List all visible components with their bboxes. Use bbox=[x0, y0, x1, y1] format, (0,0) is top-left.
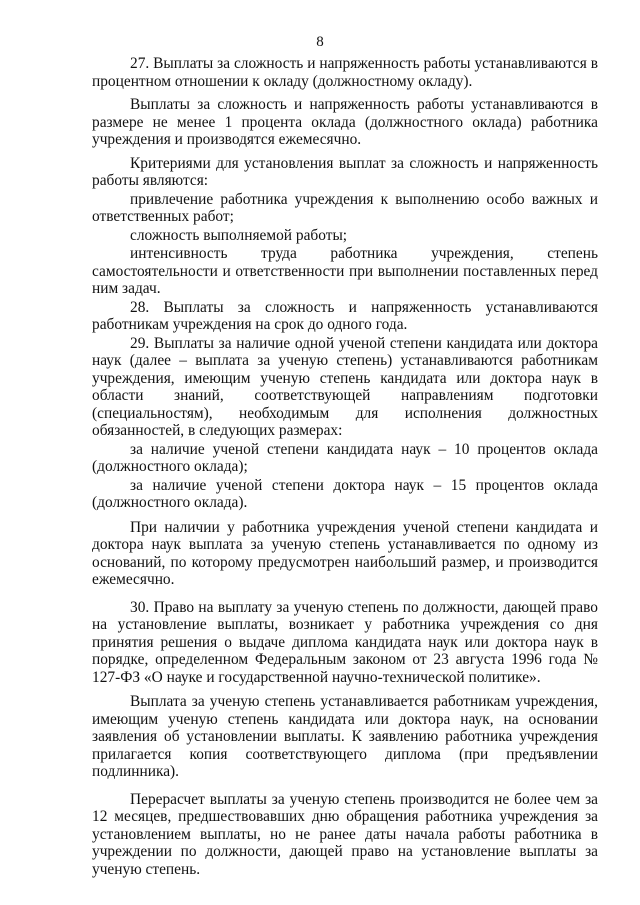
page-number: 8 bbox=[316, 34, 324, 50]
criteria-item: сложность выполняемой работы; bbox=[130, 226, 348, 244]
document-body bbox=[92, 55, 598, 878]
paragraph-30-application: Выплата за ученую степень устанавливается работникам учреждения, имеющим ученую степень кандидата или доктора наук, на основании заявления об установлении выплаты. К заявлению работника учреждения прилагается копия соответствующего диплома (при предъявлении подлинника). bbox=[92, 693, 598, 780]
paragraph-28: 28. Выплаты за сложность и напряженность устанавливаются работникам учреждения на срок до одного года. bbox=[92, 298, 598, 333]
paragraph-30: 30. Право на выплату за ученую степень по должности, дающей право на установление выплаты, возникает у работника учреждения со дня принятия решения о выдаче диплома кандидата наук или доктора наук в порядке, определенном Федеральным законом от 23 августа 1996 года № 127-ФЗ «О науке и государственной научно-технической политике». bbox=[92, 598, 598, 686]
paragraph-27-amount: Выплаты за сложность и напряженность работы устанавливаются в размере не менее 1 процента оклада (должностного оклада) работника учреждения и производятся ежемесячно. bbox=[92, 96, 598, 148]
paragraph-29-both-degrees: При наличии у работника учреждения ученой степени кандидата и доктора наук выплата за ученую степень устанавливается по одному из оснований, по которому предусмотрен наибольший размер, и производится ежемесячно. bbox=[92, 518, 598, 588]
paragraph-27: 27. Выплаты за сложность и напряженность работы устанавливаются в процентном отношении к окладу (должностному окладу). bbox=[92, 55, 598, 90]
paragraph-30-recalculation: Перерасчет выплаты за ученую степень производится не более чем за 12 месяцев, предшествовавших дню обращения работника учреждения за установлением выплаты, но не ранее даты начала работы работника в учреждении по должности, дающей право на установление выплаты за ученую степень. bbox=[92, 790, 598, 878]
paragraph-29: 29. Выплаты за наличие одной ученой степени кандидата или доктора наук (далее – выплата за ученую степень) устанавливаются работникам учреждения, имеющим ученую степень кандидата или доктора наук в области знаний, соответствующей направлениям подготовки (специальностям), необходимым для исполнения должностных обязанностей, в следующих размерах: bbox=[92, 334, 598, 439]
degree-item-doctor: за наличие ученой степени доктора наук – 15 процентов оклада (должностного оклада). bbox=[92, 476, 598, 511]
paragraph-27-criteria: Критериями для установления выплат за сложность и напряженность работы являются: bbox=[92, 154, 598, 189]
criteria-item: интенсивность труда работника учреждения, степень самостоятельности и ответственности при выполнении поставленных перед ним задач. bbox=[92, 245, 598, 297]
degree-item-candidate: за наличие ученой степени кандидата наук – 10 процентов оклада (должностного оклада); bbox=[92, 440, 598, 475]
criteria-item: привлечение работника учреждения к выполнению особо важных и ответственных работ; bbox=[92, 190, 598, 225]
